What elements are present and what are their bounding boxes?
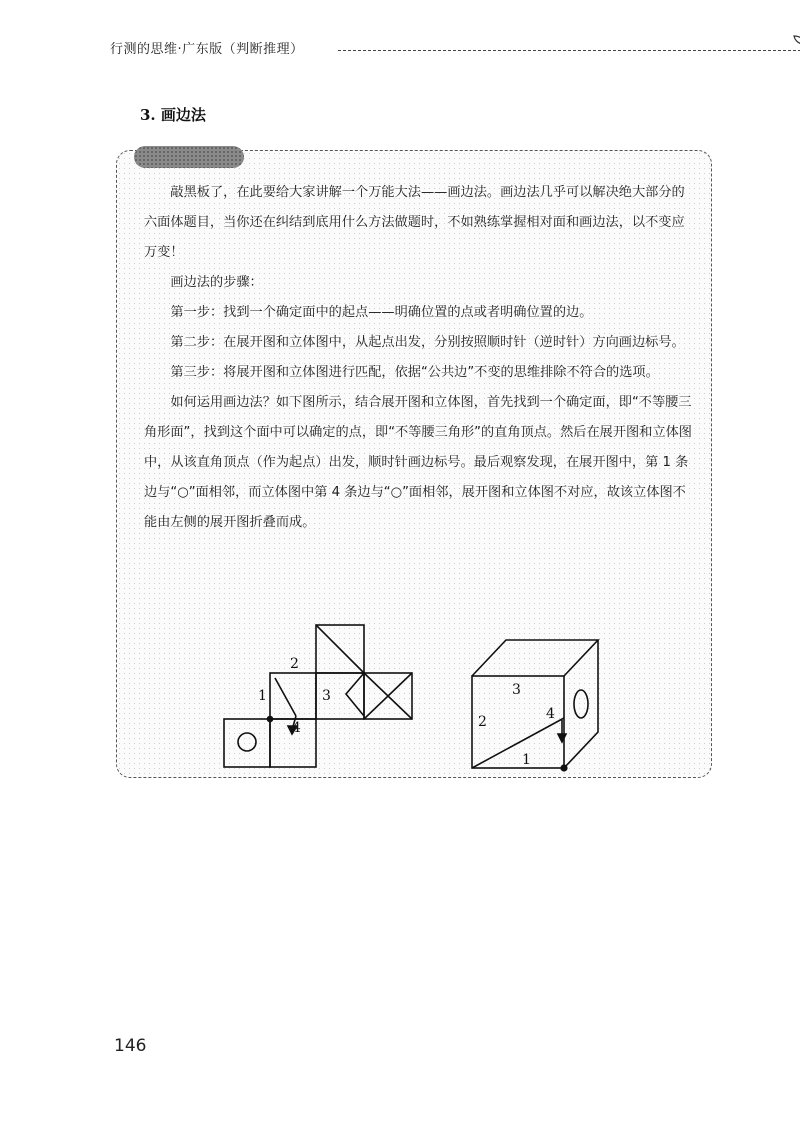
tip-badge-decoration <box>134 146 244 168</box>
cube-label-1: 1 <box>522 752 531 768</box>
cube-arrow <box>558 720 567 771</box>
cube-diagram <box>472 640 598 768</box>
cube-label-4: 4 <box>546 706 555 722</box>
net-label-3: 3 <box>322 688 331 704</box>
running-header <box>110 34 710 62</box>
section-title: 3. 画边法 <box>140 106 206 124</box>
net-label-4: 4 <box>292 720 301 736</box>
cube-label-2: 2 <box>478 714 487 730</box>
paragraph-intro: 敲黑板了，在此要给大家讲解一个万能大法——画边法。画边法几乎可以解决绝大部分的六面体题目，当你还在纠结到底用什么方法做题时，不如熟练掌握相对面和画边法，以不变应万变！ <box>144 185 685 260</box>
net-diagram <box>224 625 412 767</box>
net-label-2: 2 <box>290 656 299 672</box>
net-label-1: 1 <box>258 688 267 704</box>
page-number: 146 <box>114 1036 147 1056</box>
cube-label-3: 3 <box>512 682 521 698</box>
tip-body <box>144 178 696 538</box>
paragraph-steps-heading: 画边法的步骤： <box>170 275 263 290</box>
cube-net-figure <box>200 620 620 780</box>
header-rule <box>338 50 800 51</box>
book-title: 行测的思维·广东版（判断推理） <box>110 42 304 57</box>
paragraph-step-1: 第一步：找到一个确定面中的起点——明确位置的点或者明确位置的边。 <box>170 305 593 320</box>
paragraph-step-2: 第二步：在展开图和立体图中，从起点出发，分别按照顺时针（逆时针）方向画边标号。 <box>170 335 685 350</box>
paragraph-step-3: 第三步：将展开图和立体图进行匹配，依据“公共边”不变的思维排除不符合的选项。 <box>170 365 659 380</box>
paragraph-example: 如何运用画边法？如下图所示，结合展开图和立体图，首先找到一个确定面，即“不等腰三角形面”，找到这个面中可以确定的点，即“不等腰三角形”的直角顶点。然后在展开图和立体图中，从该直角顶点（作为起点）出发，顺时针画边标号。最后观察发现，在展开图中，第 1 条边与“○”面相邻，而立体图中第 4 条边与“○”面相邻，展开图和立体图不对应，故该立体图不能由左侧的展开图折叠而成。 <box>144 395 692 530</box>
sprout-icon <box>792 34 800 62</box>
